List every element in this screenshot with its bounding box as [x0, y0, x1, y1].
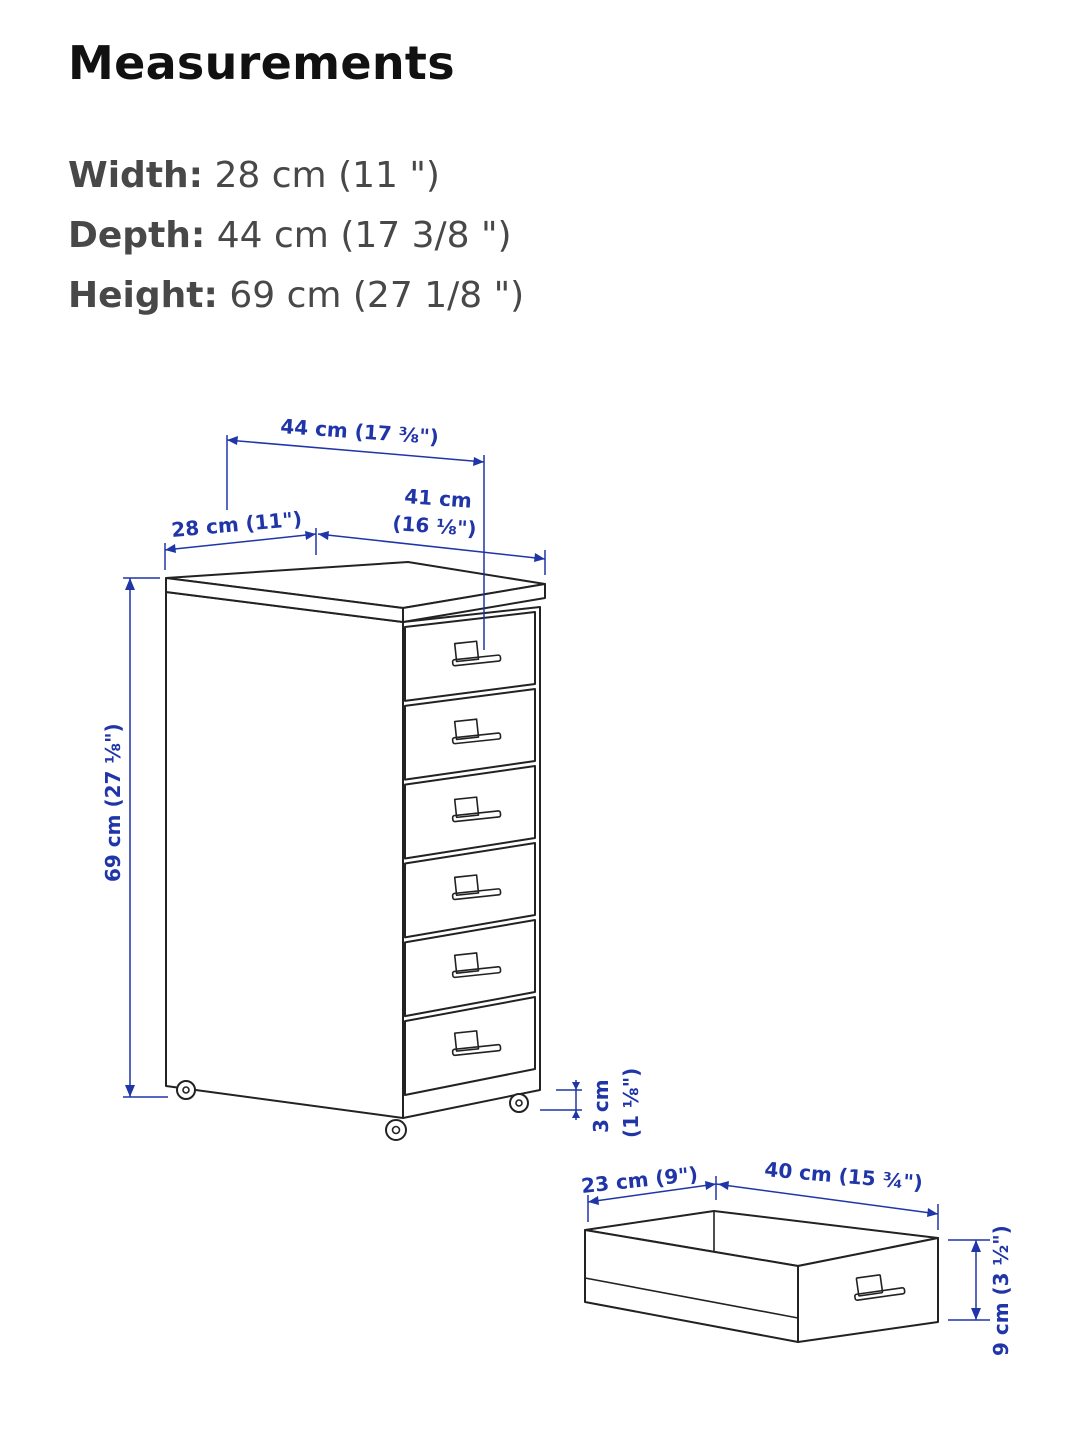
drawer-fronts — [405, 612, 535, 1095]
arrow-head — [718, 1181, 729, 1190]
arrow-head — [227, 436, 238, 445]
arrow-head — [705, 1181, 716, 1190]
arrow-head — [971, 1308, 981, 1320]
drawer-height-label: 9 cm (3 ½") — [989, 1225, 1013, 1356]
depth-total-label: 44 cm (17 ⅜") — [279, 414, 440, 450]
drawer-cabinet-illustration — [166, 562, 545, 1140]
clearance-label-in: (1 ⅛") — [619, 1067, 643, 1138]
spec-depth-label: Depth: — [68, 215, 206, 256]
arrow-head — [971, 1240, 981, 1252]
caster-wheel — [386, 1120, 406, 1140]
width-label: 28 cm (11") — [170, 506, 303, 542]
inner-depth-label-cm: 41 cm — [403, 484, 473, 513]
spec-width-label: Width: — [68, 155, 204, 196]
clearance-label-cm: 3 cm — [589, 1079, 613, 1133]
spec-height-label: Height: — [68, 275, 218, 316]
arrow-head — [473, 457, 484, 466]
arrow-head — [318, 531, 329, 540]
arrow-head — [165, 544, 176, 553]
page-title: Measurements — [68, 36, 455, 90]
drawer-width-label: 23 cm (9") — [580, 1161, 699, 1198]
arrow-head — [305, 531, 316, 540]
drawer-depth-label: 40 cm (15 ¾") — [763, 1157, 924, 1195]
spec-depth-value: 44 cm (17 3/8 ") — [205, 215, 512, 256]
arrow-head — [534, 553, 545, 562]
arrow-head — [572, 1110, 580, 1118]
caster-wheel — [177, 1081, 195, 1099]
cabinet-side-panel — [166, 592, 403, 1118]
depth-total-dimension-line — [227, 440, 484, 462]
single-drawer-illustration — [585, 1211, 938, 1342]
arrow-head — [125, 1085, 135, 1097]
spec-height-value: 69 cm (27 1/8 ") — [217, 275, 525, 316]
arrow-head — [125, 578, 135, 590]
arrow-head — [927, 1208, 938, 1217]
spec-width-value: 28 cm (11 ") — [203, 155, 440, 196]
caster-wheel — [510, 1094, 528, 1112]
arrow-head — [588, 1196, 599, 1205]
drawer-front — [405, 612, 535, 701]
arrow-head — [572, 1082, 580, 1090]
height-label: 69 cm (27 ⅛") — [101, 723, 125, 882]
inner-depth-label-in: (16 ⅛") — [391, 511, 478, 541]
